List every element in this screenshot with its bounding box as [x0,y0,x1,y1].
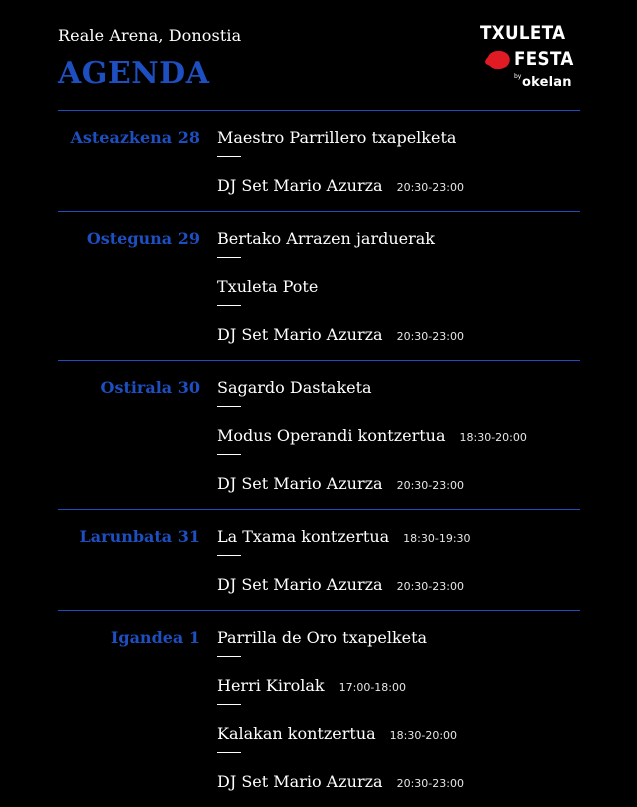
event-row [217,128,580,150]
meat-cut-icon [484,49,512,71]
event-name: La Txama kontzertua [217,527,390,546]
day-label: Igandea 1 [110,628,200,647]
event-time: 18:30-19:30 [403,532,471,545]
event-separator [217,454,241,455]
event-row [217,378,580,400]
event-name: Bertako Arrazen jarduerak [217,229,435,248]
event-name: DJ Set Mario Azurza [217,176,383,195]
event-row [217,176,580,198]
event-name: DJ Set Mario Azurza [217,325,383,344]
event-time: 18:30-20:00 [389,729,458,742]
event-time: 20:30-23:00 [396,330,464,343]
event-name: Txuleta Pote [217,277,319,296]
event-name: Herri Kirolak [217,676,325,695]
event-name: DJ Set Mario Azurza [217,772,383,791]
event-separator [217,752,241,753]
event-row [217,325,580,347]
txuleta-festa-logo [478,22,588,94]
event-separator [217,305,241,306]
day-label: Ostirala 30 [100,378,200,397]
day-block [58,361,580,509]
event-time: 17:00-18:00 [338,681,406,694]
event-time: 20:30-23:00 [396,777,464,790]
day-block [58,510,580,610]
day-label: Osteguna 29 [86,229,200,248]
event-separator [217,156,241,157]
event-list [217,611,580,807]
event-time: 20:30-23:00 [396,580,464,593]
day-label: Larunbata 31 [79,527,200,546]
page-title: AGENDA [58,56,210,91]
event-row [217,628,580,650]
event-time: 20:30-23:00 [396,181,464,194]
event-time: 20:30-23:00 [396,479,464,492]
event-row [217,772,580,794]
event-separator [217,257,241,258]
event-list [217,361,580,509]
event-name: Sagardo Dastaketa [217,378,372,397]
event-list [217,212,580,360]
event-name: Modus Operandi kontzertua [217,426,446,445]
event-row [217,474,580,496]
logo-line1: TXULETA [480,22,566,44]
day-block [58,611,580,807]
event-separator [217,704,241,705]
logo-sponsor: okelan [522,75,572,90]
logo-by: by [514,73,522,80]
day-block [58,212,580,360]
schedule [58,110,580,807]
day-block [58,111,580,211]
day-label: Asteazkena 28 [70,128,200,147]
logo-line2: FESTA [514,48,574,70]
event-row [217,575,580,597]
event-row [217,426,580,448]
event-name: DJ Set Mario Azurza [217,474,383,493]
event-name: Maestro Parrillero txapelketa [217,128,457,147]
event-row [217,527,580,549]
event-row [217,229,580,251]
header [0,0,637,112]
event-separator [217,656,241,657]
event-name: Parrilla de Oro txapelketa [217,628,428,647]
event-separator [217,406,241,407]
event-row [217,724,580,746]
event-row [217,277,580,299]
event-list [217,111,580,211]
event-list [217,510,580,610]
event-time: 18:30-20:00 [459,431,527,444]
event-row [217,676,580,698]
event-name: Kalakan kontzertua [217,724,376,743]
event-name: DJ Set Mario Azurza [217,575,383,594]
venue-label: Reale Arena, Donostia [58,26,242,45]
event-separator [217,555,241,556]
